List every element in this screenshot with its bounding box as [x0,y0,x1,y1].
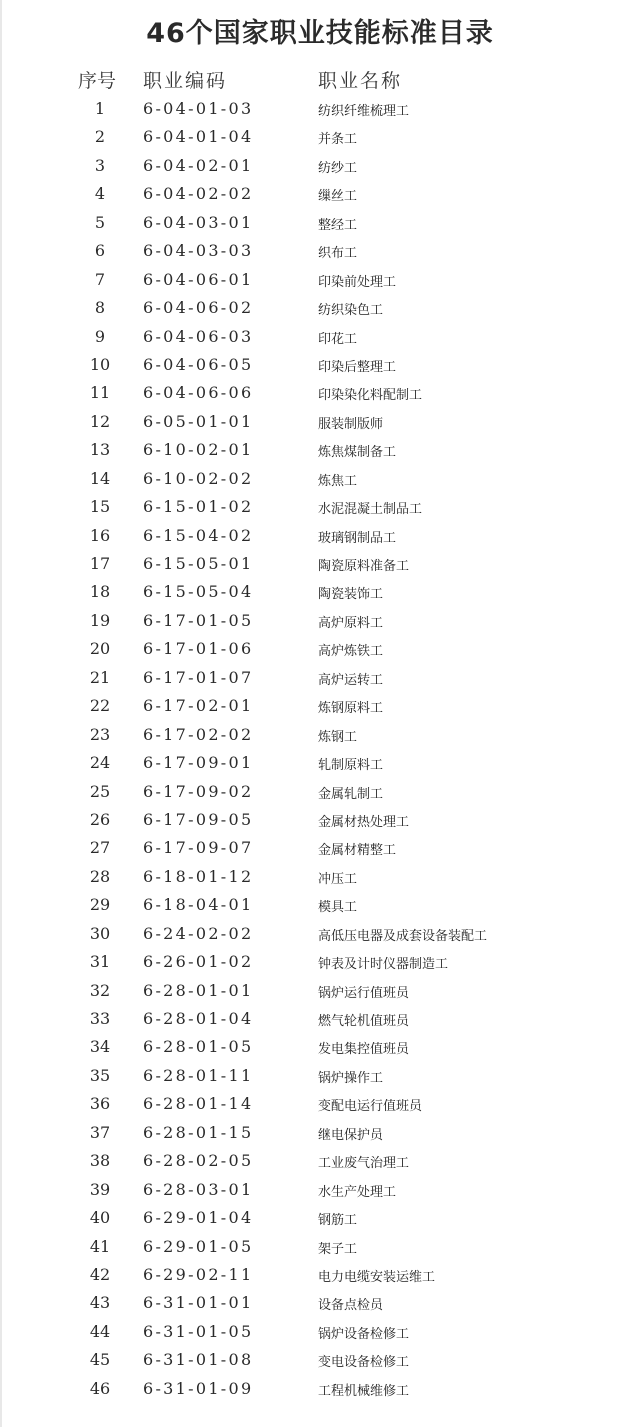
occupation-code-cell: 6-15-04-02 [143,525,254,545]
table-row [0,863,640,891]
occupation-name-cell: 织布工 [318,246,358,262]
occupation-code-cell: 6-04-06-01 [143,269,254,289]
table-row [0,806,640,834]
occupation-code-cell: 6-17-02-01 [143,696,254,716]
table-row [0,1062,640,1090]
serial-number-cell: 46 [89,1378,111,1398]
serial-number-cell: 32 [89,980,111,1000]
serial-number-cell: 24 [89,753,111,773]
serial-number-cell: 27 [89,838,111,858]
table-row [0,209,640,237]
serial-number-cell: 28 [89,866,111,886]
occupation-name-cell: 炼钢工 [318,729,358,745]
occupation-name-cell: 锅炉操作工 [318,1070,384,1086]
occupation-code-cell: 6-17-01-06 [143,639,254,659]
occupation-code-cell: 6-28-01-04 [143,1009,254,1028]
occupation-code-cell: 6-04-01-03 [143,99,254,118]
header-occupation-name: 职业名称 [318,70,403,92]
serial-number-cell: 37 [89,1122,111,1142]
serial-number-cell: 40 [89,1208,111,1228]
serial-number-cell: 45 [89,1350,111,1370]
serial-number-cell: 11 [89,383,111,403]
table-row [0,465,640,493]
occupation-code-cell: 6-15-01-02 [143,497,254,517]
table-row [0,1005,640,1033]
occupation-code-cell: 6-17-09-07 [143,838,254,858]
occupation-code-cell: 6-28-01-15 [143,1122,254,1142]
occupation-name-cell: 工程机械维修工 [318,1383,410,1399]
occupation-name-cell: 电力电缆安装运维工 [318,1269,436,1285]
occupation-name-cell: 缫丝工 [318,189,358,205]
occupation-code-cell: 6-04-06-03 [143,326,254,346]
occupation-name-cell: 发电集控值班员 [318,1042,410,1058]
occupation-name-cell: 变配电运行值班员 [318,1099,423,1115]
occupation-code-cell: 6-04-06-02 [143,298,254,318]
serial-number-cell: 18 [89,582,111,602]
occupation-code-cell: 6-29-01-04 [143,1208,254,1228]
table-row [0,920,640,948]
occupation-name-cell: 纺织染色工 [318,303,384,319]
occupation-code-cell: 6-18-04-01 [143,895,254,915]
serial-number-cell: 7 [94,269,106,289]
table-row [0,1318,640,1346]
serial-number-cell: 1 [94,99,106,118]
occupation-name-cell: 金属材精整工 [318,843,397,859]
table-row [0,379,640,407]
serial-number-cell: 15 [89,497,111,517]
occupation-name-cell: 印染前处理工 [318,274,397,290]
serial-number-cell: 25 [89,781,111,801]
serial-number-cell: 12 [89,411,111,431]
table-row [0,635,640,663]
occupation-name-cell: 燃气轮机值班员 [318,1014,410,1029]
serial-number-cell: 8 [94,298,106,318]
occupation-code-cell: 6-29-01-05 [143,1236,254,1256]
occupation-code-cell: 6-04-06-06 [143,383,254,403]
occupation-name-cell: 锅炉运行值班员 [318,985,410,1001]
serial-number-cell: 19 [89,610,111,630]
occupation-name-cell: 高低压电器及成套设备装配工 [318,928,488,944]
occupation-code-cell: 6-28-01-14 [143,1094,254,1114]
occupation-code-cell: 6-18-01-12 [143,866,254,886]
serial-number-cell: 4 [94,184,106,204]
serial-number-cell: 43 [89,1293,111,1313]
occupation-name-cell: 轧制原料工 [318,758,384,774]
occupation-code-cell: 6-10-02-02 [143,468,254,488]
table-body [0,95,640,1403]
serial-number-cell: 5 [94,212,106,232]
occupation-code-cell: 6-28-01-05 [143,1037,254,1057]
table-row [0,1289,640,1317]
table-row [0,664,640,692]
table-row [0,1261,640,1289]
occupation-name-cell: 纺纱工 [318,160,358,176]
occupation-name-cell: 工业废气治理工 [318,1156,410,1172]
occupation-code-cell: 6-15-05-04 [143,582,254,602]
occupation-code-cell: 6-31-01-09 [143,1378,254,1398]
occupation-name-cell: 冲压工 [318,871,358,887]
occupation-code-cell: 6-04-06-05 [143,354,254,374]
table-row [0,578,640,606]
occupation-code-cell: 6-04-02-01 [143,155,254,175]
table-row [0,152,640,180]
serial-number-cell: 2 [94,127,106,147]
table-row [0,351,640,379]
occupation-name-cell: 陶瓷装饰工 [318,587,384,603]
serial-number-cell: 42 [89,1264,111,1284]
occupation-name-cell: 钟表及计时仪器制造工 [318,957,449,973]
table-row [0,180,640,208]
serial-number-cell: 9 [94,326,106,346]
occupation-name-cell: 印染染化料配制工 [318,388,423,404]
occupation-name-cell: 印花工 [318,331,358,347]
serial-number-cell: 39 [89,1179,111,1199]
serial-number-cell: 14 [89,468,111,488]
occupation-name-cell: 炼焦煤制备工 [318,445,397,461]
serial-number-cell: 38 [89,1151,111,1171]
table-row [0,266,640,294]
serial-number-cell: 23 [89,724,111,744]
occupation-name-cell: 炼焦工 [318,473,358,489]
header-serial-number: 序号 [78,70,117,92]
occupation-name-cell: 继电保护员 [318,1127,384,1143]
occupation-code-cell: 6-28-01-11 [143,1065,254,1085]
occupation-name-cell: 金属材热处理工 [318,814,410,830]
occupation-code-cell: 6-10-02-01 [143,440,254,460]
serial-number-cell: 21 [89,667,111,687]
occupation-code-cell: 6-17-01-07 [143,667,254,687]
serial-number-cell: 36 [89,1094,111,1114]
serial-number-cell: 41 [89,1236,111,1256]
occupation-code-cell: 6-28-02-05 [143,1151,254,1171]
occupation-name-cell: 炼钢原料工 [318,701,384,717]
table-row [0,891,640,919]
occupation-code-cell: 6-28-03-01 [143,1179,254,1199]
occupation-code-cell: 6-04-03-01 [143,212,254,232]
table-row [0,834,640,862]
header-occupation-code: 职业编码 [143,70,228,92]
occupation-name-cell: 纺织纤维梳理工 [318,104,410,119]
serial-number-cell: 30 [89,923,111,943]
occupation-code-cell: 6-17-01-05 [143,610,254,630]
serial-number-cell: 16 [89,525,111,545]
table-row [0,95,640,123]
occupation-code-cell: 6-17-09-02 [143,781,254,801]
serial-number-cell: 20 [89,639,111,659]
table-row [0,977,640,1005]
table-row [0,692,640,720]
occupation-name-cell: 水泥混凝土制品工 [318,502,423,518]
occupation-name-cell: 高炉原料工 [318,615,384,631]
occupation-name-cell: 水生产处理工 [318,1184,397,1200]
table-row [0,948,640,976]
serial-number-cell: 26 [89,809,111,829]
table-row [0,522,640,550]
occupation-code-cell: 6-04-02-02 [143,184,254,204]
occupation-name-cell: 设备点检员 [318,1298,384,1314]
table-row [0,1375,640,1403]
page-title: 46个国家职业技能标准目录 [146,18,494,49]
occupation-code-cell: 6-05-01-01 [143,411,254,431]
occupation-name-cell: 高炉运转工 [318,672,384,688]
occupation-name-cell: 并条工 [318,132,358,148]
table-row [0,1119,640,1147]
table-row [0,493,640,521]
serial-number-cell: 10 [89,354,111,374]
serial-number-cell: 17 [89,554,111,573]
occupation-name-cell: 玻璃钢制品工 [318,530,397,546]
table-row [0,237,640,265]
occupation-name-cell: 金属轧制工 [318,786,384,802]
occupation-code-cell: 6-04-01-04 [143,127,254,147]
serial-number-cell: 13 [89,440,111,460]
occupation-code-cell: 6-24-02-02 [143,923,254,943]
table-row [0,436,640,464]
occupation-name-cell: 整经工 [318,217,358,233]
table-row [0,1090,640,1118]
table-header [0,64,640,98]
occupation-name-cell: 陶瓷原料准备工 [318,559,410,574]
occupation-name-cell: 印染后整理工 [318,359,397,375]
occupation-code-cell: 6-17-09-05 [143,809,254,829]
serial-number-cell: 34 [89,1037,111,1057]
table-row [0,778,640,806]
occupation-code-cell: 6-17-09-01 [143,753,254,773]
serial-number-cell: 33 [89,1009,111,1028]
table-row [0,749,640,777]
occupation-code-cell: 6-26-01-02 [143,952,254,972]
occupation-code-cell: 6-28-01-01 [143,980,254,1000]
serial-number-cell: 44 [89,1321,111,1341]
table-row [0,721,640,749]
table-row [0,607,640,635]
occupation-name-cell: 架子工 [318,1241,358,1257]
table-row [0,408,640,436]
serial-number-cell: 35 [89,1065,111,1085]
occupation-name-cell: 服装制版师 [318,416,384,432]
table-row [0,1147,640,1175]
occupation-name-cell: 高炉炼铁工 [318,644,384,660]
table-row [0,323,640,351]
occupation-name-cell: 锅炉设备检修工 [318,1326,410,1342]
occupation-code-cell: 6-17-02-02 [143,724,254,744]
occupation-code-cell: 6-29-02-11 [143,1264,254,1284]
serial-number-cell: 6 [94,241,106,261]
table-row [0,550,640,578]
table-row [0,1033,640,1061]
table-row [0,1346,640,1374]
occupation-name-cell: 变电设备检修工 [318,1355,410,1371]
occupation-code-cell: 6-31-01-08 [143,1350,254,1370]
occupation-code-cell: 6-31-01-05 [143,1321,254,1341]
table-row [0,294,640,322]
table-row [0,1204,640,1232]
serial-number-cell: 31 [89,952,111,972]
table-row [0,1176,640,1204]
occupation-name-cell: 模具工 [318,900,358,916]
serial-number-cell: 3 [94,155,106,175]
occupation-code-cell: 6-15-05-01 [143,554,254,573]
occupation-code-cell: 6-04-03-03 [143,241,254,261]
occupation-code-cell: 6-31-01-01 [143,1293,254,1313]
serial-number-cell: 29 [89,895,111,915]
table-row [0,1233,640,1261]
serial-number-cell: 22 [89,696,111,716]
table-row [0,123,640,151]
occupation-name-cell: 钢筋工 [318,1213,358,1229]
